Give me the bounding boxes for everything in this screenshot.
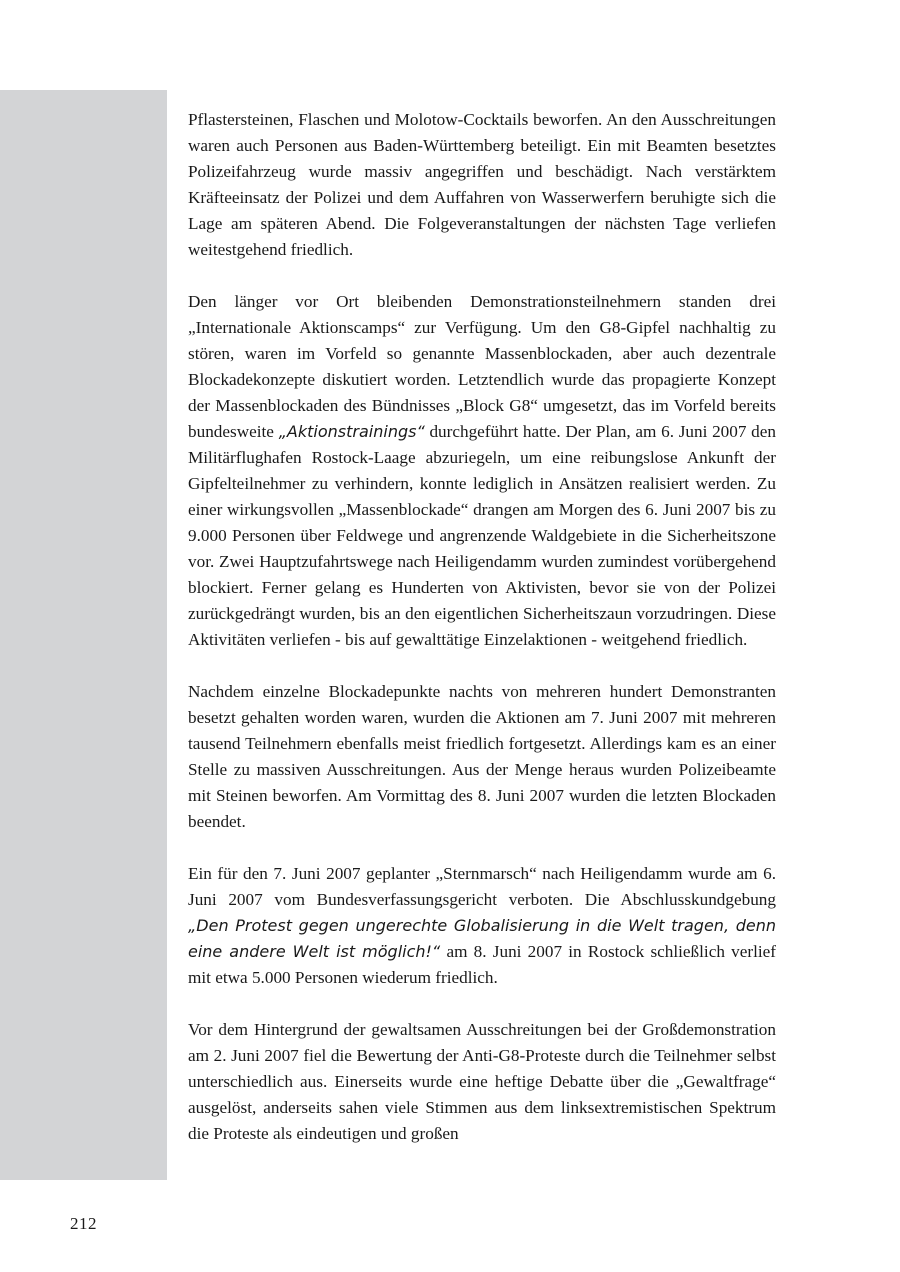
paragraph-5 — [188, 1017, 776, 1147]
paragraph-4 — [188, 861, 776, 991]
paragraph-1-text: Pflastersteinen, Flaschen und Molotow-Cocktails beworfen. An den Ausschreitungen waren auch Personen aus Baden-Württemberg beteiligt. Ein mit Beamten besetztes Polizeifahrzeug wurde massiv angegriffen und beschädigt. Nach verstärktem Kräfteeinsatz der Polizei und dem Auffahren von Wasserwerfern beruhigte sich die Lage am späteren Abend. Die Folgeveranstaltungen der nächsten Tage verliefen weitestgehend friedlich. — [188, 110, 776, 259]
paragraph-4-text-b: am 8. Juni 2007 in Rostock schließlich verlief mit etwa 5.000 Personen wiederum friedlich. — [188, 942, 776, 987]
paragraph-2-text-a: Den länger vor Ort bleibenden Demonstrationsteilnehmern standen drei „Internationale Aktionscamps“ zur Verfügung. Um den G8-Gipfel nachhaltig zu stören, waren im Vorfeld so genannte Massenblockaden, aber auch dezentrale Blockadekonzepte diskutiert worden. Letztendlich wurde das propagierte Konzept der Massenblockaden des Bündnisses „Block G8“ umgesetzt, das im Vorfeld bereits bundesweite — [188, 292, 776, 441]
paragraph-4-text-a: Ein für den 7. Juni 2007 geplanter „Sternmarsch“ nach Heiligendamm wurde am 6. Juni 2007 vom Bundesverfassungsgericht verboten. Die Abschlusskundgebung — [188, 864, 776, 909]
body-text — [188, 107, 776, 1173]
margin-sidebar — [0, 90, 167, 1180]
paragraph-3 — [188, 679, 776, 835]
paragraph-5-text: Vor dem Hintergrund der gewaltsamen Ausschreitungen bei der Großdemonstration am 2. Juni 2007 fiel die Bewertung der Anti-G8-Proteste durch die Teilnehmer selbst unterschiedlich aus. Einerseits wurde eine heftige Debatte über die „Gewaltfrage“ ausgelöst, anderseits sahen viele Stimmen aus dem linksextremistischen Spektrum die Proteste als eindeutigen und großen — [188, 1020, 776, 1143]
paragraph-4-italic-quote: „Den Protest gegen ungerechte Globalisierung in die Welt tragen, denn eine andere Welt ist möglich!“ — [188, 916, 776, 961]
paragraph-2-text-b: durchgeführt hatte. Der Plan, am 6. Juni 2007 den Militärflughafen Rostock-Laage abzuriegeln, um eine reibungslose Ankunft der Gipfelteilnehmer zu verhindern, konnte lediglich in Ansätzen realisiert werden. Zu einer wirkungsvollen „Massenblockade“ drangen am Morgen des 6. Juni 2007 bis zu 9.000 Personen über Feldwege und angrenzende Waldgebiete in die Sicherheitszone vor. Zwei Hauptzufahrtswege nach Heiligendamm wurden zumindest vorübergehend blockiert. Ferner gelang es Hunderten von Aktivisten, bevor sie von der Polizei zurückgedrängt wurden, bis an den eigentlichen Sicherheitszaun vorzudringen. Diese Aktivitäten verliefen - bis auf gewalttätige Einzelaktionen - weitgehend friedlich. — [188, 422, 776, 649]
paragraph-2-italic-term: „Aktionstrainings“ — [278, 422, 425, 441]
page-number: 212 — [70, 1214, 97, 1233]
paragraph-2 — [188, 289, 776, 653]
paragraph-3-text: Nachdem einzelne Blockadepunkte nachts von mehreren hundert Demonstranten besetzt gehalten worden waren, wurden die Aktionen am 7. Juni 2007 mit mehreren tausend Teilnehmern ebenfalls meist friedlich fortgesetzt. Allerdings kam es an einer Stelle zu massiven Ausschreitungen. Aus der Menge heraus wurden Polizeibeamte mit Steinen beworfen. Am Vormittag des 8. Juni 2007 wurden die letzten Blockaden beendet. — [188, 682, 776, 831]
paragraph-1 — [188, 107, 776, 263]
